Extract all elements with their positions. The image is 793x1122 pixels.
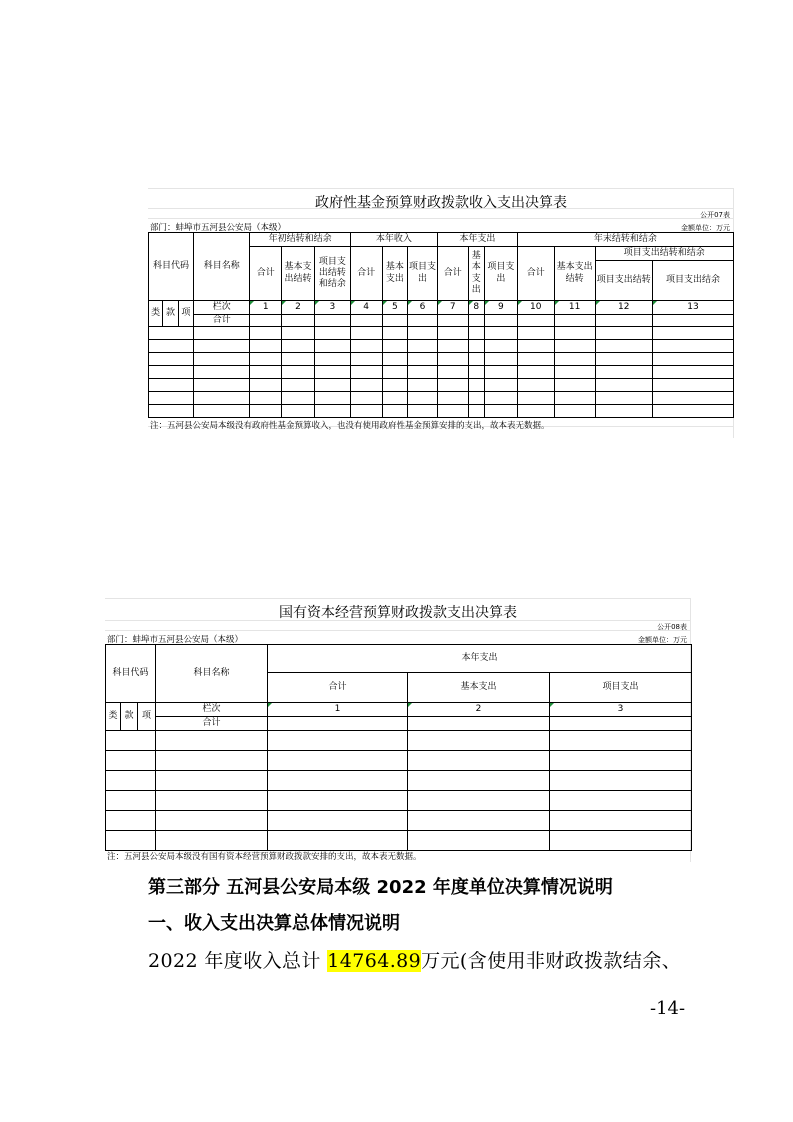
- table1-kuan: 款: [163, 301, 178, 327]
- table1-num: 4: [350, 301, 382, 315]
- table1-col-4: 合计: [350, 247, 382, 301]
- table2-xiang: 项: [138, 703, 156, 731]
- table1-num: 11: [554, 301, 595, 315]
- table1-num: 9: [484, 301, 517, 315]
- table2-col-3: 项目支出: [550, 673, 692, 703]
- table1-sheet: [148, 188, 734, 438]
- table1-grid: [148, 232, 734, 418]
- table2-sheet-number: 公开08表: [657, 623, 687, 631]
- paragraph: [148, 946, 681, 973]
- table2-col-2: 基本支出: [408, 673, 550, 703]
- table2-num: 3: [550, 703, 692, 717]
- table1-col-3: 项目支出结转和结余: [314, 247, 350, 301]
- table1-unit: 金额单位：万元: [681, 224, 730, 232]
- table1-num: 12: [595, 301, 652, 315]
- table2-header-name: 科目名称: [156, 645, 268, 703]
- table1-group-closing: 年末结转和结余: [517, 233, 733, 247]
- table1-group-opening: 年初结转和结余: [250, 233, 350, 247]
- table1-col-2: 基本支出结转: [282, 247, 315, 301]
- table1-total-label: 合计: [194, 315, 250, 327]
- table2-title: 国有资本经营预算财政拨款支出决算表: [279, 605, 517, 621]
- table2-lanci: 栏次: [156, 703, 268, 717]
- table1-num: 2: [282, 301, 315, 315]
- table1-sheet-number: 公开07表: [700, 211, 730, 219]
- table1-group-income: 本年收入: [350, 233, 437, 247]
- table1-lanci: 栏次: [194, 301, 250, 315]
- table2-department: 部门：蚌埠市五河县公安局（本级）: [107, 635, 244, 645]
- table2-kuan: 款: [121, 703, 138, 731]
- table1-col-1: 合计: [250, 247, 282, 301]
- table2-grid: [105, 644, 692, 851]
- table2-group-expense: 本年支出: [268, 645, 692, 673]
- table2-sheet: [105, 598, 691, 862]
- paragraph-suffix: 万元(含使用非财政拨款结余、: [421, 950, 682, 972]
- table1-num: 7: [437, 301, 468, 315]
- table1-group-project-closing: 项目支出结转和结余: [595, 247, 733, 261]
- table1-lei: 类: [149, 301, 163, 327]
- table1-col-5: 基本支出: [382, 247, 408, 301]
- table1-xiang: 项: [178, 301, 193, 327]
- table1-num: 10: [517, 301, 554, 315]
- table2-num: 2: [408, 703, 550, 717]
- table2-unit: 金额单位：万元: [638, 636, 687, 644]
- table1-num: 1: [250, 301, 282, 315]
- table1-num: 3: [314, 301, 350, 315]
- part-title: 第三部分 五河县公安局本级 2022 年度单位决算情况说明: [148, 877, 613, 898]
- section-subtitle: 一、收入支出决算总体情况说明: [148, 913, 400, 934]
- table2-note: 注：五河县公安局本级没有国有资本经营预算财政拨款安排的支出，故本表无数据。: [107, 852, 422, 862]
- table1-col-11: 基本支出结转: [554, 247, 595, 301]
- table2-num: 1: [268, 703, 408, 717]
- table2-lei: 类: [106, 703, 121, 731]
- page-number: -14-: [650, 998, 686, 1019]
- table1-col-9: 项目支出: [484, 247, 517, 301]
- table1-col-12: 项目支出结转: [595, 261, 652, 301]
- table1-num: 13: [652, 301, 733, 315]
- highlighted-amount: 14764.89: [327, 950, 422, 972]
- table2-header-code: 科目代码: [106, 645, 156, 703]
- table1-col-7: 合计: [437, 247, 468, 301]
- table1-col-8: 基本支出: [468, 247, 484, 301]
- table2-col-1: 合计: [268, 673, 408, 703]
- table1-col-13: 项目支出结余: [652, 261, 733, 301]
- table2-total-label: 合计: [156, 717, 268, 731]
- table1-header-name: 科目名称: [194, 233, 250, 301]
- paragraph-prefix: 2022 年度收入总计: [148, 950, 321, 972]
- table1-col-6: 项目支出: [408, 247, 438, 301]
- table1-note: 注：五河县公安局本级没有政府性基金预算收入，也没有使用政府性基金预算安排的支出，故本表无数据。: [150, 421, 550, 431]
- table1-header-code: 科目代码: [149, 233, 194, 301]
- table1-title: 政府性基金预算财政拨款收入支出决算表: [315, 195, 567, 211]
- table1-num: 8: [468, 301, 484, 315]
- table1-num: 6: [408, 301, 438, 315]
- table1-col-10: 合计: [517, 247, 554, 301]
- table1-department: 部门：蚌埠市五河县公安局（本级）: [150, 223, 287, 233]
- table1-group-expense: 本年支出: [437, 233, 517, 247]
- table1-num: 5: [382, 301, 408, 315]
